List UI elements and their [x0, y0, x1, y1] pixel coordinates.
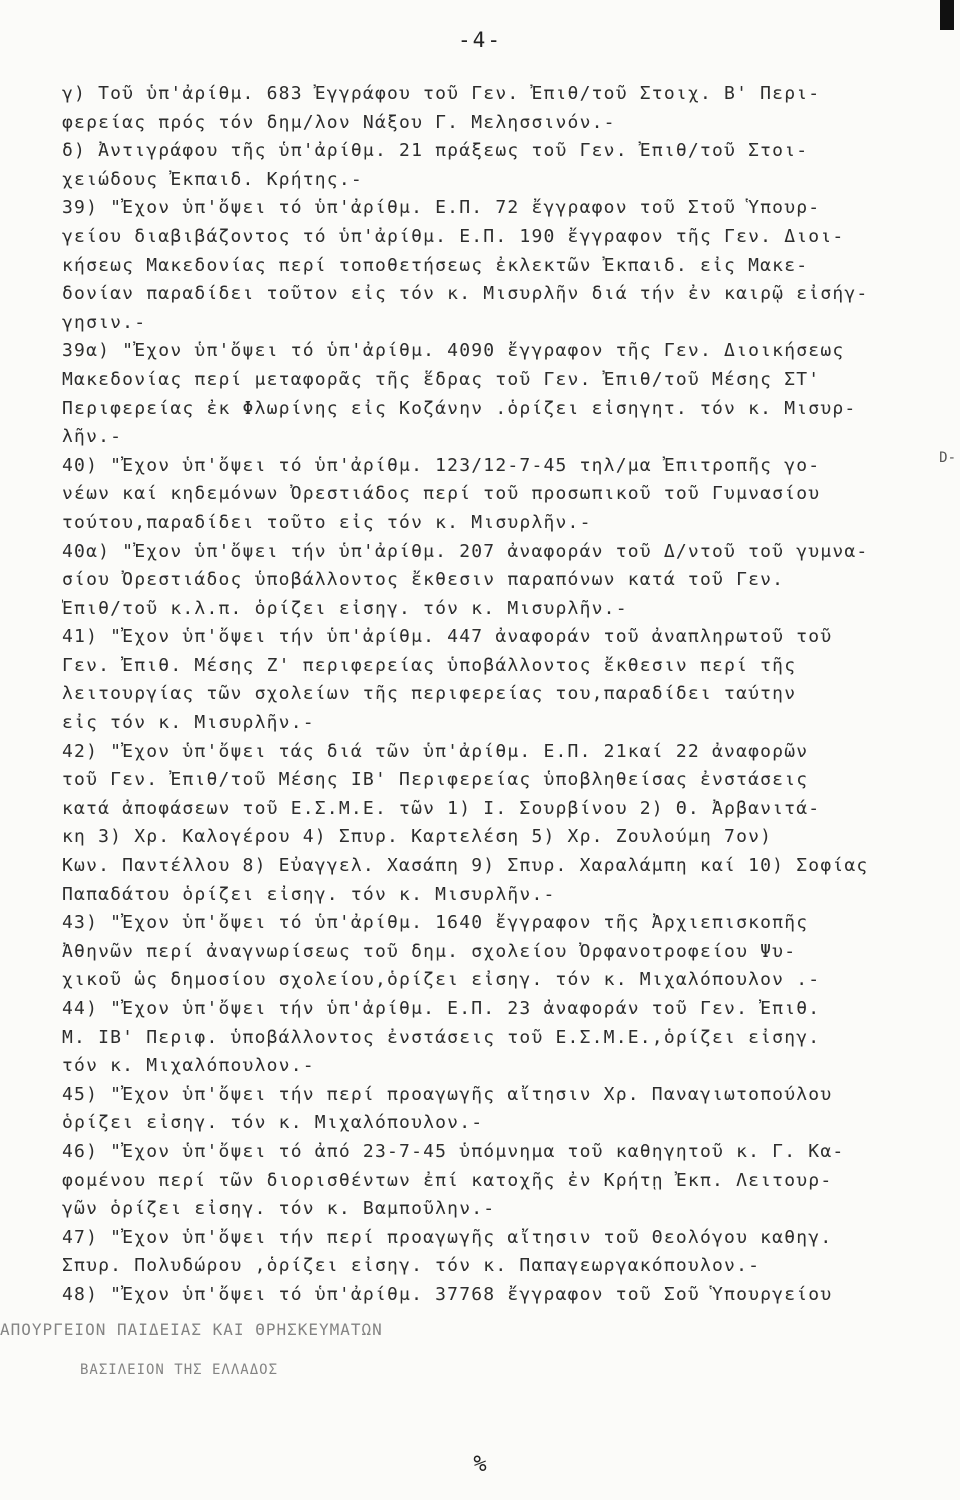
- scan-edge-marker: [940, 0, 954, 30]
- text-line: 46) "Ἐχον ὑπ'ὄψει τό ἀπό 23-7-45 ὑπόμνημα τοῦ καθηγητοῦ κ. Γ. Κα-: [62, 1140, 845, 1162]
- text-line: εἰς τόν κ. Μισυρλῆν.-: [62, 712, 315, 734]
- stamp-text-ministry: ΑΠΟΥΡΓΕΙΟΝ ΠΑΙΔΕΙΑΣ ΚΑΙ ΘΡΗΣΚΕΥΜΑΤΩΝ: [0, 1320, 383, 1339]
- text-line: Ἀθηνῶν περί ἀναγνωρίσεως τοῦ δημ. σχολείου Ὀρφανοτροφείου Ψυ-: [62, 940, 797, 962]
- text-line: 39α) "Ἐχον ὑπ'ὄψει τό ὑπ'ἀρίθμ. 4090 ἔγγραφον τῆς Γεν. Διοικήσεως: [62, 340, 845, 362]
- text-line: γ) Τοῦ ὑπ'ἀρίθμ. 683 Ἐγγράφου τοῦ Γεν. Ἐπιθ/τοῦ Στοιχ. Β' Περι-: [62, 83, 821, 104]
- text-line: 45) "Ἐχον ὑπ'ὄψει τήν περί προαγωγῆς αἴτησιν Χρ. Παναγιωτοπούλου: [62, 1083, 833, 1105]
- text-line: κη 3) Χρ. Καλογέρου 4) Σπυρ. Καρτελέση 5) Χρ. Ζουλούμη 7ον): [62, 826, 773, 848]
- text-line: 41) "Ἐχον ὑπ'ὄψει τήν ὑπ'ἀρίθμ. 447 ἀναφοράν τοῦ ἀναπληρωτοῦ τοῦ: [62, 626, 833, 648]
- text-line: κατά ἀποφάσεων τοῦ Ε.Σ.Μ.Ε. τῶν 1) Ι. Σουρβίνου 2) Θ. Ἀρβανιτά-: [62, 797, 821, 819]
- text-line: τούτου,παραδίδει τοῦτο εἰς τόν κ. Μισυρλῆν.-: [62, 511, 592, 533]
- text-line: φομένου περί τῶν διορισθέντων ἐπί κατοχῆς ἐν Κρήτῃ Ἐκπ. Λειτουρ-: [62, 1169, 833, 1191]
- stamp-text-kingdom: ΒΑΣΙΛΕΙΟΝ ΤΗΣ ΕΛΛΑΔΟΣ: [80, 1362, 279, 1378]
- text-line: χικοῦ ὡς δημοσίου σχολείου,ὁρίζει εἰσηγ. τόν κ. Μιχαλόπουλον .-: [62, 969, 821, 991]
- text-line: δονίαν παραδίδει τοῦτον εἰς τόν κ. Μισυρλῆν διά τήν ἐν καιρῷ εἰσήγ-: [62, 283, 869, 305]
- text-line: 39) "Ἐχον ὑπ'ὄψει τό ὑπ'ἀρίθμ. Ε.Π. 72 ἔγγραφον τοῦ Στοῦ Ὑπουρ-: [62, 197, 821, 219]
- text-line: Μακεδονίας περί μεταφορᾶς τῆς ἕδρας τοῦ Γεν. Ἐπιθ/τοῦ Μέσης ΣΤ': [62, 368, 821, 390]
- text-line: γῶν ὁρίζει εἰσηγ. τόν κ. Βαμποῦλην.-: [62, 1198, 496, 1220]
- text-line: 42) "Ἐχον ὑπ'ὄψει τάς διά τῶν ὑπ'ἀρίθμ. Ε.Π. 21καί 22 ἀναφορῶν: [62, 740, 809, 762]
- text-line: Περιφερείας ἐκ Φλωρίνης εἰς Κοζάνην .ὁρίζει εἰσηγητ. τόν κ. Μισυρ-: [62, 397, 857, 419]
- text-line: νέων καί κηδεμόνων Ὀρεστιάδος περί τοῦ προσωπικοῦ τοῦ Γυμνασίου: [62, 483, 821, 505]
- text-line: 40α) "Ἐχον ὑπ'ὄψει τήν ὑπ'ἀρίθμ. 207 ἀναφοράν τοῦ Δ/ντοῦ τοῦ γυμνα-: [62, 540, 869, 562]
- text-line: 47) "Ἐχον ὑπ'ὄψει τήν περί προαγωγῆς αἴτησιν τοῦ Θεολόγου καθηγ.: [62, 1226, 833, 1248]
- text-line: κήσεως Μακεδονίας περί τοποθετήσεως ἐκλεκτῶν Ἐκπαιδ. εἰς Μακε-: [62, 254, 809, 276]
- text-line: τόν κ. Μιχαλόπουλον.-: [62, 1055, 315, 1077]
- text-line: γησιν.-: [62, 311, 147, 333]
- text-line: Μ. ΙΒ' Περιφ. ὑποβάλλοντος ἐνστάσεις τοῦ Ε.Σ.Μ.Ε.,ὁρίζει εἰσηγ.: [62, 1026, 821, 1048]
- text-line: Σπυρ. Πολυδώρου ,ὁρίζει εἰσηγ. τόν κ. Παπαγεωργακόπουλον.-: [62, 1255, 761, 1277]
- text-line: 44) "Ἐχον ὑπ'ὄψει τήν ὑπ'ἀρίθμ. Ε.Π. 23 ἀναφοράν τοῦ Γεν. Ἐπιθ.: [62, 998, 821, 1019]
- text-line: Ἐπιθ/τοῦ κ.λ.π. ὁρίζει εἰσηγ. τόν κ. Μισυρλῆν.-: [62, 597, 628, 619]
- text-line: Παπαδάτου ὁρίζει εἰσηγ. τόν κ. Μισυρλῆν.-: [62, 883, 556, 905]
- text-line: λῆν.-: [62, 426, 123, 448]
- text-line: γείου διαβιβάζοντος τό ὑπ'ἀρίθμ. Ε.Π. 190 ἔγγραφον τῆς Γεν. Διοι-: [62, 225, 845, 247]
- text-line: 43) "Ἐχον ὑπ'ὄψει τό ὑπ'ἀρίθμ. 1640 ἔγγραφον τῆς Ἀρχιεπισκοπῆς: [62, 912, 809, 934]
- footer-mark: %: [473, 1452, 487, 1477]
- text-line: 40) "Ἐχον ὑπ'ὄψει τό ὑπ'ἀρίθμ. 123/12-7-45 τηλ/μα Ἐπιτροπῆς γο-: [62, 454, 821, 476]
- document-body: [62, 80, 932, 1310]
- text-line: λειτουργίας τῶν σχολείων τῆς περιφερείας του,παραδίδει ταύτην: [62, 683, 797, 705]
- official-stamp: [0, 1300, 430, 1378]
- text-line: ὁρίζει εἰσηγ. τόν κ. Μιχαλόπουλον.-: [62, 1112, 484, 1134]
- text-line: δ) Ἀντιγράφου τῆς ὑπ'ἀρίθμ. 21 πράξεως τοῦ Γεν. Ἐπιθ/τοῦ Στοι-: [62, 140, 809, 162]
- page-number: -4-: [458, 28, 502, 52]
- text-line: φερείας πρός τόν δημ/λον Νάξου Γ. Μελησσινόν.-: [62, 111, 616, 133]
- text-line: χειώδους Ἐκπαιδ. Κρήτης.-: [62, 168, 363, 190]
- text-line: Γεν. Ἐπιθ. Μέσης Ζ' περιφερείας ὑποβάλλοντος ἔκθεσιν περί τῆς: [62, 654, 797, 676]
- text-line: Κων. Παντέλλου 8) Εὐαγγελ. Χασάπη 9) Σπυρ. Χαραλάμπη καί 10) Σοφίας: [62, 855, 869, 877]
- margin-mark: D-: [939, 450, 956, 466]
- text-line: τοῦ Γεν. Ἐπιθ/τοῦ Μέσης ΙΒ' Περιφερείας ὑποβληθείσας ἐνστάσεις: [62, 769, 809, 791]
- text-line: 48) "Ἐχον ὑπ'ὄψει τό ὑπ'ἀρίθμ. 37768 ἔγγραφον τοῦ Σοῦ Ὑπουργείου: [62, 1283, 833, 1305]
- text-line: σίου Ὀρεστιάδος ὑποβάλλοντος ἔκθεσιν παραπόνων κατά τοῦ Γεν.: [62, 569, 785, 591]
